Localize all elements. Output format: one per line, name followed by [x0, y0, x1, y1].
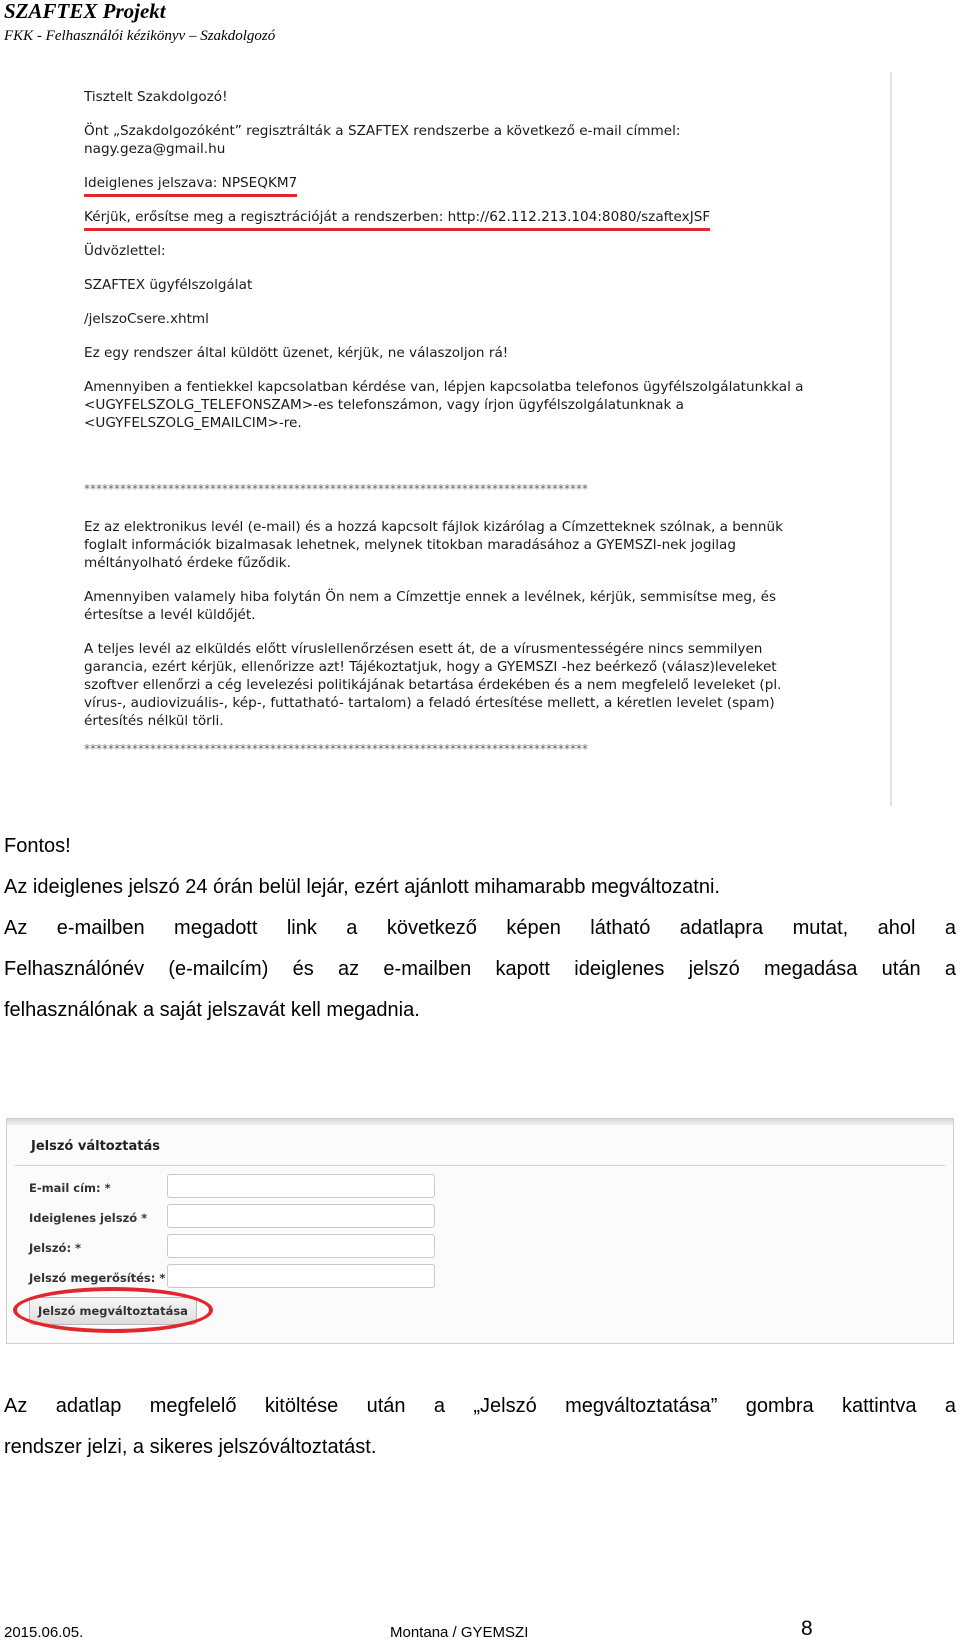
email-link-path: /jelszoCsere.xhtml — [84, 311, 209, 327]
footer-center: Montana / GYEMSZI — [390, 1624, 529, 1641]
email-separator-bottom: ************************************************************************************ — [84, 742, 588, 756]
email-contact-line-1: Amennyiben a fentiekkel kapcsolatban kérdése van, lépjen kapcsolatba telefonos ügyfélszolgálatunkkal a — [84, 379, 804, 395]
email-auto-message: Ez egy rendszer által küldött üzenet, kérjük, ne válaszoljon rá! — [84, 345, 509, 361]
email-greeting: Tisztelt Szakdolgozó! — [84, 89, 228, 105]
expire-note: Az ideiglenes jelszó 24 órán belül lejár, ezért ajánlott mihamarabb megváltozatni. — [4, 876, 720, 898]
email-virus-line-3: szoftver ellenőrzi a cég levelezési politikájának betartása érdekében és a nem megfelelő leveleket (pl. — [84, 677, 782, 693]
form-title: Jelszó változtatás — [31, 1139, 160, 1154]
confirm-password-input[interactable] — [167, 1264, 435, 1288]
email-error-line-1: Amennyiben valamely hiba folytán Ön nem a Címzettje ennek a levélnek, kérjük, semmisítse meg, és — [84, 589, 777, 605]
password-change-form — [6, 1118, 954, 1344]
email-contact-line-2: <UGYFELSZOLG_TELEFONSZAM>-es telefonszámon, vagy írjon ügyfélszolgálatunknak a — [84, 397, 684, 413]
link-paragraph — [4, 908, 956, 1031]
email-temp-password: Ideiglenes jelszava: NPSEQKM7 — [84, 175, 297, 197]
email-contact-line-3: <UGYFELSZOLG_EMAILCIM>-re. — [84, 415, 302, 431]
confirm-password-label: Jelszó megerősítés: * — [29, 1271, 166, 1285]
footer-date: 2015.06.05. — [4, 1624, 84, 1641]
email-signature: SZAFTEX ügyfélszolgálat — [84, 277, 253, 293]
email-screenshot — [70, 72, 892, 806]
email-address: nagy.geza@gmail.hu — [84, 141, 226, 157]
email-virus-line-1: A teljes levél az elküldés előtt víruslellenőrzésen esett át, de a vírusmentességére nincs semmilyen — [84, 641, 763, 657]
link-paragraph-line-2: Felhasználónév (e-mailcím) és az e-mailben kapott ideiglenes jelszó megadása után a — [4, 958, 956, 980]
password-label: Jelszó: * — [29, 1241, 82, 1255]
important-note — [4, 826, 956, 908]
temp-password-label: Ideiglenes jelszó * — [29, 1211, 148, 1225]
email-confirm-link[interactable]: Kérjük, erősítse meg a regisztrációját a rendszerben: http://62.112.213.104:8080/szaftexJSF — [84, 209, 710, 231]
email-registration-line: Önt „Szakdolgozóként” regisztrálták a SZAFTEX rendszerbe a következő e-mail címmel: — [84, 123, 681, 139]
temp-password-input[interactable] — [167, 1204, 435, 1228]
after-paragraph — [4, 1386, 956, 1468]
form-divider — [15, 1165, 945, 1166]
link-paragraph-line-3: felhasználónak a saját jelszavát kell megadnia. — [4, 999, 420, 1021]
email-virus-line-4: vírus-, audiovizuális-, kép-, futtatható- tartalom) a feladó értesítése mellett, a kéretlen levelet (spam) — [84, 695, 775, 711]
page-number: 8 — [801, 1617, 813, 1640]
email-confidential-line-2: foglalt információk bizalmasak lehetnek, melynek titokban maradásához a GYEMSZI-nek jogilag — [84, 537, 736, 553]
after-paragraph-line-2: rendszer jelzi, a sikeres jelszóváltoztatást. — [4, 1436, 377, 1458]
document-subtitle: FKK - Felhasználói kézikönyv – Szakdolgozó — [4, 28, 276, 44]
link-paragraph-line-1: Az e-mailben megadott link a következő képen látható adatlapra mutat, ahol a — [4, 917, 956, 939]
email-confidential-line-1: Ez az elektronikus levél (e-mail) és a hozzá kapcsolt fájlok kizárólag a Címzetteknek szólnak, a bennük — [84, 519, 783, 535]
email-virus-line-5: értesítés nélkül törli. — [84, 713, 224, 729]
email-virus-line-2: garancia, ezért kérjük, ellenőrizze azt! Tájékoztatjuk, hogy a GYEMSZI -hez beérkező (válasz)leveleket — [84, 659, 777, 675]
page-header — [4, 0, 275, 46]
password-input[interactable] — [167, 1234, 435, 1258]
email-input[interactable] — [167, 1174, 435, 1198]
email-separator: ************************************************************************************ — [84, 482, 588, 496]
change-password-button[interactable]: Jelszó megváltoztatása — [29, 1297, 197, 1325]
after-paragraph-line-1: Az adatlap megfelelő kitöltése után a „Jelszó megváltoztatása” gombra kattintva a — [4, 1395, 956, 1417]
email-error-line-2: értesítse a levél küldőjét. — [84, 607, 256, 623]
document-title: SZAFTEX Projekt — [4, 0, 166, 23]
important-heading: Fontos! — [4, 835, 71, 857]
email-label: E-mail cím: * — [29, 1181, 111, 1195]
email-confidential-line-3: méltányolható érdeke fűződik. — [84, 555, 291, 571]
email-regards: Üdvözlettel: — [84, 243, 166, 259]
